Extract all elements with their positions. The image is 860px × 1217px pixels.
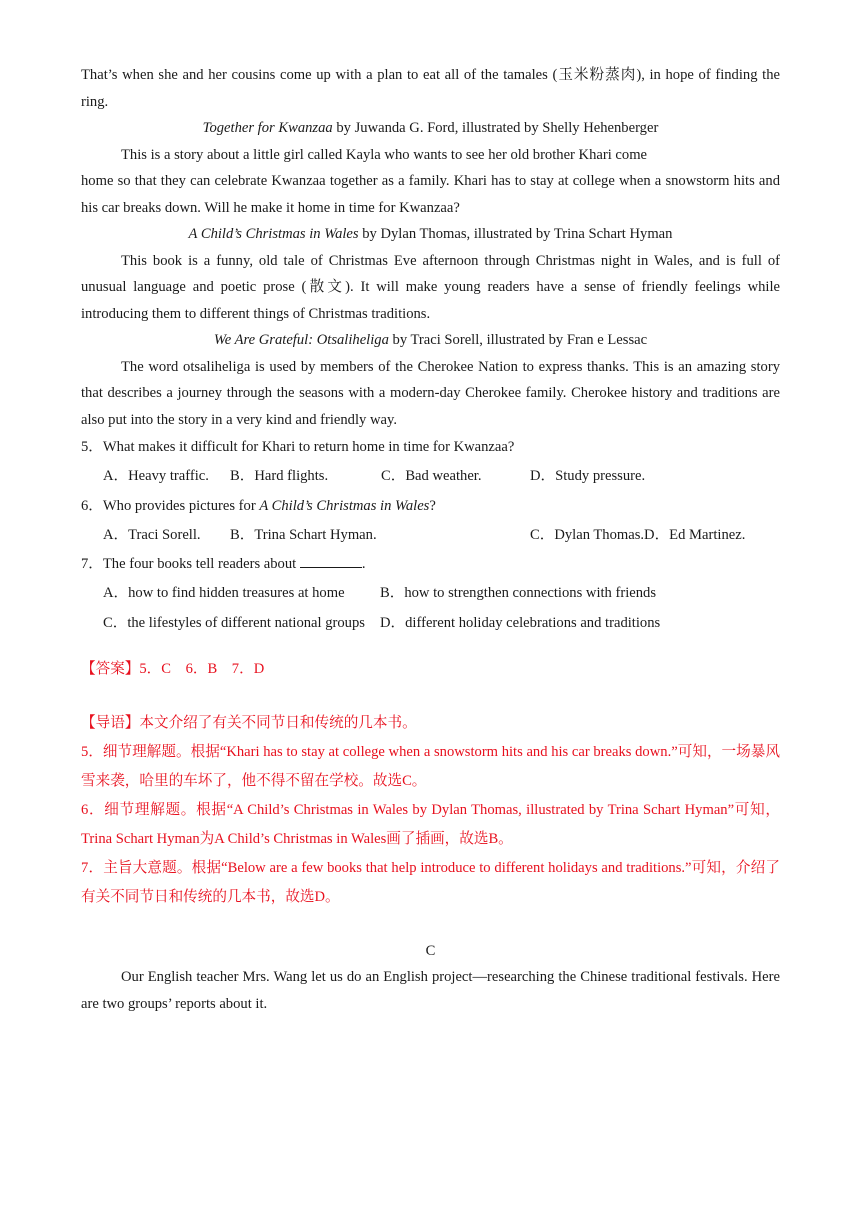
option-d: D．different holiday celebrations and traditions — [380, 614, 661, 631]
answer-key: 【答案】5．C 6．B 7．D — [81, 661, 265, 677]
book-heading — [81, 115, 780, 142]
question-7-stem — [81, 550, 780, 579]
option-b: B．Hard flights. — [230, 468, 329, 484]
explanation-7: 7．主旨大意题。根据“Below are a few books that help introduce to different holidays and traditions.”可知，介绍了有关不同节日和传统的几本书，故选D。 — [81, 859, 780, 905]
option-b: B．Trina Schart Hyman. — [230, 526, 377, 543]
option-c: C．the lifestyles of different national groups — [103, 614, 365, 631]
section-heading: C — [425, 942, 436, 959]
book-heading — [81, 221, 780, 248]
option-d: D．Study pressure. — [530, 468, 646, 484]
question-7-options-row1 — [81, 579, 780, 609]
stem-end: . — [361, 556, 366, 572]
explanation-5: 5．细节理解题。根据“Khari has to stay at college when a snowstorm hits and his car breaks down.”可知，一场暴风雪来袭，哈里的车坏了，他不得不留在学校。故选C。 — [81, 743, 780, 789]
question-7-options-row2 — [81, 609, 780, 639]
passage-paragraph: home so that they can celebrate Kwanzaa together as a family. Khari has to stay at college when a snowstorm hits and his car breaks down. Will he make it home in time for Kwanzaa? — [81, 173, 780, 216]
option-a: A．how to find hidden treasures at home — [103, 585, 345, 601]
section-intro: Our English teacher Mrs. Wang let us do an English project—researching the Chinese traditional festivals. Here are two groups’ reports about it. — [81, 969, 780, 1012]
option-b: B．how to strengthen connections with friends — [380, 585, 657, 601]
question-5-stem: 5．What makes it difficult for Khari to return home in time for Kwanzaa? — [81, 439, 515, 455]
passage-paragraph: The word otsaliheliga is used by members of the Cherokee Nation to express thanks. This is an amazing story that describes a journey through the seasons with a modern-day Cherokee family. Cherokee history and traditions are also put into the story in a very kind and friendly way. — [81, 358, 780, 428]
book-byline: by Juwanda G. Ford, illustrated by Shelly Hehenberger — [332, 120, 659, 136]
question-6-stem — [81, 492, 780, 521]
document-page — [81, 62, 780, 1017]
question-6-options — [81, 521, 780, 551]
passage-paragraph: This is a story about a little girl called Kayla who wants to see her old brother Khari come — [121, 146, 648, 163]
passage-paragraph: This book is a funny, old tale of Christmas Eve afternoon through Christmas night in Wales, and is full of unusual language and poetic prose (散文). It will make young readers have a sense of friendly feelings while introducing them to different things of Christmas traditions. — [81, 252, 780, 322]
book-title: Together for Kwanzaa — [202, 120, 333, 136]
stem-text: 7．The four books tell readers about — [81, 556, 300, 572]
guide-text: 【导语】本文介绍了有关不同节日和传统的几本书。 — [81, 714, 417, 731]
answer-blank — [300, 555, 362, 568]
option-c: C．Bad weather. — [381, 468, 482, 484]
option-c: C．Dylan Thomas. — [530, 526, 645, 543]
question-5-options — [81, 462, 780, 492]
stem-text: 6．Who provides pictures for — [81, 497, 260, 514]
book-byline: by Dylan Thomas, illustrated by Trina Schart Hyman — [358, 226, 673, 242]
stem-book-title: A Child’s Christmas in Wales — [259, 497, 430, 514]
option-a: A．Traci Sorell. — [103, 526, 201, 543]
option-a: A．Heavy traffic. — [103, 468, 209, 484]
book-byline: by Traci Sorell, illustrated by Fran e Lessac — [388, 332, 648, 348]
stem-end: ? — [429, 497, 436, 514]
option-d: D．Ed Martinez. — [644, 526, 746, 543]
book-heading — [81, 327, 780, 354]
book-title: We Are Grateful: Otsaliheliga — [213, 332, 389, 348]
book-title: A Child’s Christmas in Wales — [188, 226, 359, 242]
passage-paragraph: That’s when she and her cousins come up with a plan to eat all of the tamales (玉米粉蒸肉), in hope of finding the ring. — [81, 67, 780, 110]
explanation-6: 6．细节理解题。根据“A Child’s Christmas in Wales by Dylan Thomas, illustrated by Trina Schart Hyman”可知，Trina Schart Hyman为A Child’s Christmas in Wales画了插画，故选B。 — [81, 801, 780, 847]
